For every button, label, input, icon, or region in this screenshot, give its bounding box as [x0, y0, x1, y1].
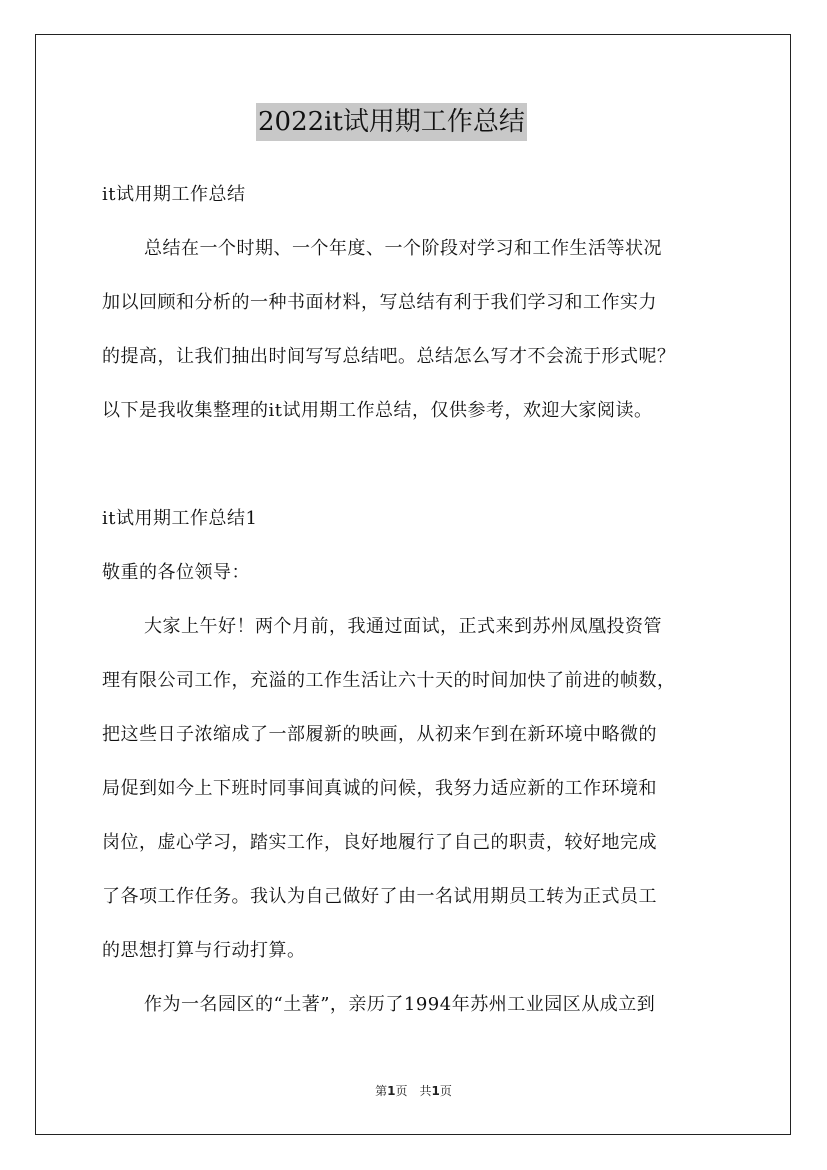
document-title: 2022it试用期工作总结 [256, 103, 527, 141]
footer-page-mid: 页 共 [395, 1084, 432, 1098]
intro-line-1: 总结在一个时期、一个年度、一个阶段对学习和工作生活等状况 [144, 238, 662, 259]
body-line-3: 把这些日子浓缩成了一部履新的映画，从初来乍到在新环境中略微的 [102, 724, 657, 745]
body-line-4: 局促到如今上下班时同事间真诚的问候，我努力适应新的工作环境和 [102, 778, 657, 799]
footer-page-number: 1 [387, 1084, 396, 1098]
body-line-5: 岗位，虚心学习，踏实工作，良好地履行了自己的职责，较好地完成 [102, 832, 657, 853]
body-line-6: 了各项工作任务。我认为自己做好了由一名试用期员工转为正式员工 [102, 886, 657, 907]
intro-line-3: 的提高，让我们抽出时间写写总结吧。总结怎么写才不会流于形式呢？ [102, 346, 676, 367]
body-line-7: 的思想打算与行动打算。 [102, 940, 306, 961]
footer-page-prefix: 第 [375, 1084, 388, 1098]
section-heading: it试用期工作总结1 [102, 508, 258, 529]
body-line-1: 大家上午好！两个月前，我通过面试，正式来到苏州凤凰投资管 [144, 616, 662, 637]
footer-page-suffix: 页 [439, 1084, 452, 1098]
page-footer [0, 1083, 827, 1099]
salutation: 敬重的各位领导： [102, 562, 250, 583]
footer-page-total: 1 [431, 1084, 440, 1098]
intro-line-4: 以下是我收集整理的it试用期工作总结，仅供参考，欢迎大家阅读。 [102, 400, 653, 421]
body-line-2: 理有限公司工作，充溢的工作生活让六十天的时间加快了前进的帧数， [102, 670, 676, 691]
body-line-8: 作为一名园区的“土著”，亲历了1994年苏州工业园区从成立到 [144, 994, 656, 1015]
document-subtitle: it试用期工作总结 [102, 184, 246, 205]
intro-line-2: 加以回顾和分析的一种书面材料，写总结有利于我们学习和工作实力 [102, 292, 657, 313]
